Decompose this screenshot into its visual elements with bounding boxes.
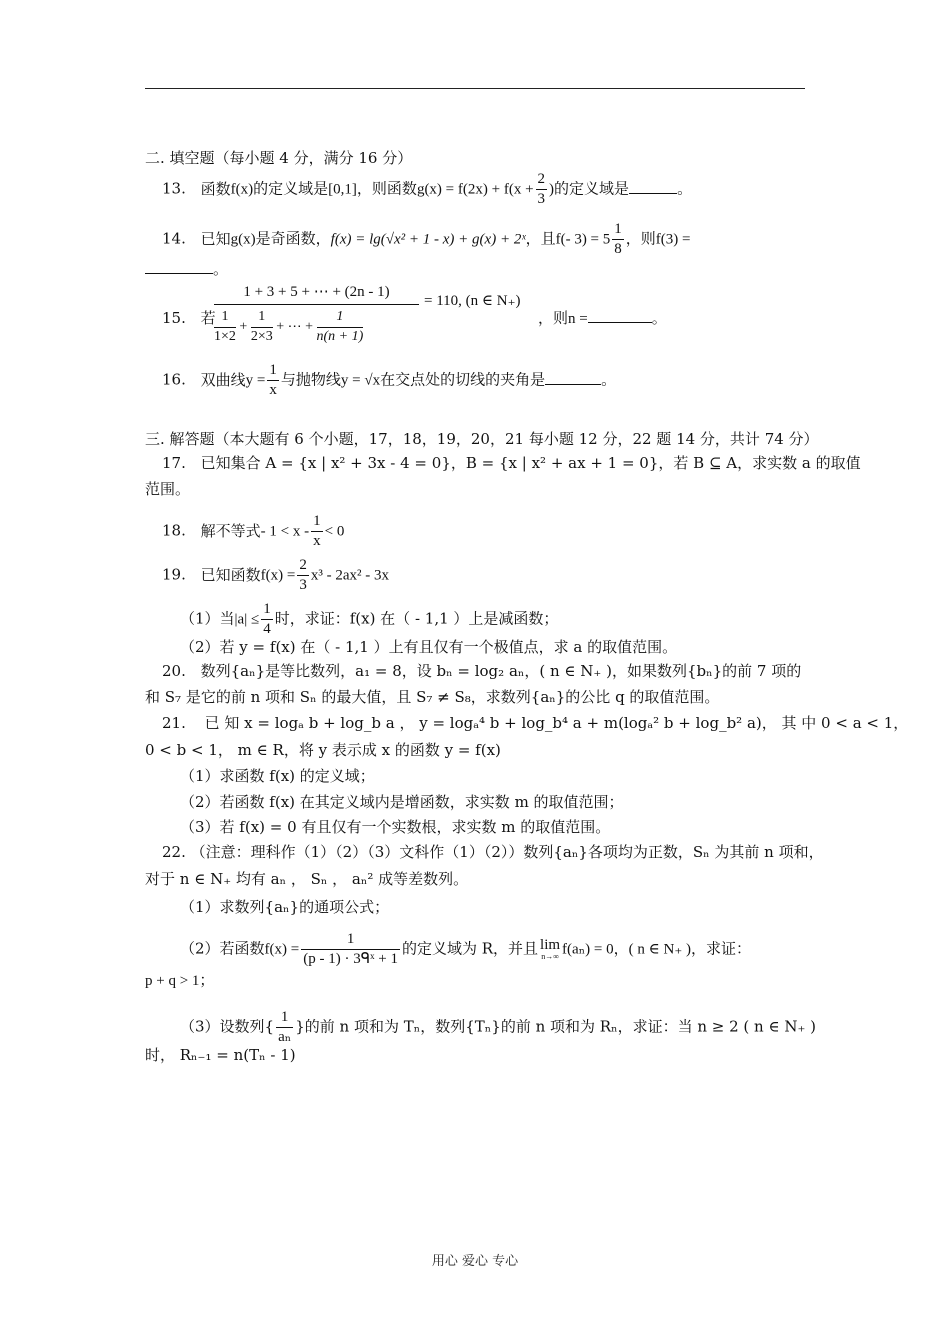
q18-number: 18. (162, 521, 186, 540)
q19-part1-fraction: $\frac{1}{4}$ (263, 601, 271, 637)
section2-heading: 二. 填空题（每小题 4 分，满分 16 分） (145, 149, 413, 167)
q22-part2-line2: p + q > 1； (145, 973, 215, 989)
answer-blank[interactable] (545, 383, 601, 385)
q22-limit: lim n→∞ (540, 937, 561, 961)
q22-part1: （1）求数列{aₙ}的通项公式； (180, 898, 390, 916)
q14-fraction: $\frac{1}{8}$ (614, 221, 622, 257)
q22-part2: （2）若函数f(x) = $\frac{1}{\text{(p - 1) · 3ᑫˣ + 1}}$ 的定义域为 R，并且 lim n→∞ f(aₙ) = 0，( n ∈ N₊ )，求证： (180, 931, 751, 967)
q13-number: 13. (162, 179, 186, 198)
q15-equation: = 110, (n ∈ N₊) (424, 293, 521, 309)
question-22: 22. （注意：理科作（1）（2）（3）文科作（1）（2））数列{aₙ}各项均为正数，Sₙ 为其前 n 项和， (162, 843, 824, 861)
q22-line2: 对于 n ∈ N₊ 均有 aₙ ， Sₙ ， aₙ² 成等差数列。 (145, 870, 469, 888)
q21-number: 21. (162, 714, 186, 732)
q21-line2: 0 < b < 1， m ∈ R，将 y 表示成 x 的函数 y = f(x) (145, 741, 501, 759)
q20-number: 20. (162, 662, 186, 680)
question-20: 20. 数列{aₙ}是等比数列，a₁ = 8，设 bₙ = log₂ aₙ，( n ∈ N₊ )，如果数列{bₙ}的前 7 项的 (162, 662, 802, 680)
q22-part3-fraction: $\frac{1}{\text{aₙ}}$ (278, 1009, 292, 1045)
question-18: 18. 解不等式- 1 < x - $\frac{1}{x}$ < 0 (162, 513, 345, 549)
q21-part2: （2）若函数 f(x) 在其定义域内是增函数，求实数 m 的取值范围； (180, 793, 624, 811)
q17-number: 17. (162, 454, 186, 472)
q22-part3: （3）设数列{ $\frac{1}{\text{aₙ}}$ }的前 n 项和为 Tₙ，数列{Tₙ}的前 n 项和为 Rₙ，求证：当 n ≥ 2 ( n ∈ N₊ ) (180, 1009, 817, 1045)
q17-line2: 范围。 (145, 480, 191, 498)
q20-line2: 和 S₇ 是它的前 n 项和 Sₙ 的最大值，且 S₇ ≠ S₈，求数列{aₙ}的公比 q 的取值范围。 (145, 688, 720, 706)
question-21: 21. 已 知 x = logₐ b + log_b a ， y = logₐ⁴ b + log_b⁴ a + m(logₐ² b + log_b² a)， 其 中 0 < a < 1， (162, 714, 909, 732)
q15-tail: ，则n = 。 (538, 309, 667, 327)
answer-blank[interactable] (588, 321, 652, 323)
question-15: 15. 若 (162, 309, 216, 327)
q19-number: 19. (162, 565, 186, 584)
q19-part2: （2）若 y = f(x) 在（ - 1,1 ）上有且仅有一个极值点，求 a 的取值范围。 (180, 638, 678, 656)
question-19: 19. 已知函数f(x) = $\frac{2}{3}$ x³ - 2ax² - 3x (162, 557, 390, 593)
question-14: 14. 已知g(x)是奇函数，f(x) = lg(√x² + 1 - x) + g(x) + 2ˣ，且f(- 3) = 5 $\frac{1}{8}$ ，则f(3) = (162, 221, 691, 257)
q22-number: 22. (162, 843, 186, 861)
q15-number: 15. (162, 309, 186, 327)
q18-fraction: $\frac{1}{x}$ (313, 513, 321, 549)
page-footer: 用心 爱心 专心 (431, 1254, 519, 1269)
q19-part1: （1）当|a| ≤ $\frac{1}{4}$ 时，求证：f(x) 在（ - 1,1 ）上是减函数； (180, 601, 559, 637)
section3-heading: 三. 解答题（本大题有 6 个小题，17，18，19，20，21 每小题 12 分，22 题 14 分，共计 74 分） (145, 430, 819, 448)
q21-part1: （1）求函数 f(x) 的定义域； (180, 767, 375, 785)
question-16: 16. 双曲线y = $\frac{1}{x}$ 与抛物线y = √x在交点处的切线的夹角是 。 (162, 362, 617, 398)
q21-part3: （3）若 f(x) = 0 有且仅有一个实数根，求实数 m 的取值范围。 (180, 818, 611, 836)
q14-number: 14. (162, 229, 186, 248)
q22-part3-line2: 时， Rₙ₋₁ = n(Tₙ - 1) (145, 1046, 296, 1064)
q13-fraction: $\frac{2}{3}$ (537, 171, 546, 207)
q22-part2-fraction: $\frac{1}{\text{(p - 1) · 3ᑫˣ + 1}}$ (303, 931, 398, 967)
header-rule (145, 88, 805, 89)
q19-fraction: $\frac{2}{3}$ (299, 557, 307, 593)
q14-answer-line: 。 (145, 262, 228, 277)
question-13: 13. 函数f(x)的定义域是[0,1]，则函数g(x) = f(2x) + f(x + $\frac{2}{3}$ )的定义域是 。 (162, 171, 693, 207)
answer-blank[interactable] (629, 192, 677, 194)
question-17: 17. 已知集合 A = {x | x² + 3x - 4 = 0}，B = {x | x² + ax + 1 = 0}，若 B ⊆ A，求实数 a 的取值 (162, 454, 861, 472)
answer-blank[interactable] (145, 272, 213, 274)
q16-number: 16. (162, 370, 186, 389)
q16-fraction: $\frac{1}{x}$ (269, 362, 277, 398)
